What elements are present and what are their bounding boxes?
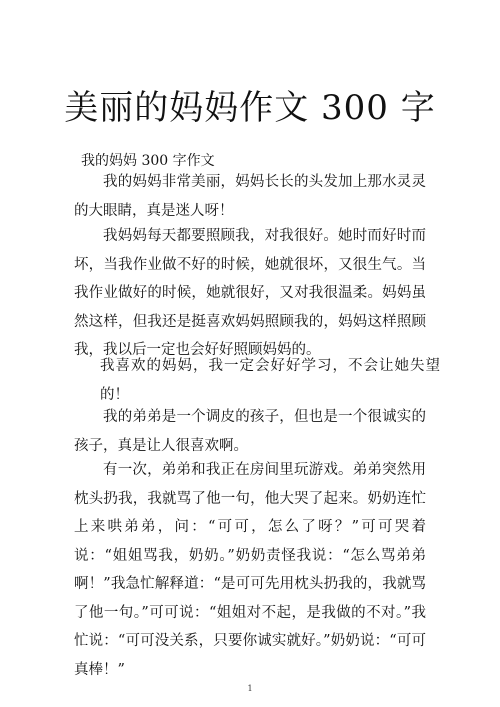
document-subtitle: 我的妈妈 300 字作文 (81, 153, 215, 169)
paragraph-2: 我妈妈每天都要照顾我，对我很好。她时而好时而坏，当我作业做不好的时候，她就很坏，又很生气。当我作业做好的时候，她就很好，又对我很温柔。妈妈虽然这样，但我还是挺喜欢妈妈照顾我的，妈妈这样照顾我，我以后一定也会好好照顾妈妈的。 (74, 228, 426, 358)
paragraph-4: 我的弟弟是一个调皮的孩子，但也是一个很诚实的孩子，真是让人很喜欢啊。 (74, 409, 426, 454)
paragraph-5: 有一次，弟弟和我正在房间里玩游戏。弟弟突然用枕头扔我，我就骂了他一句，他大哭了起来。奶奶连忙上来哄弟弟，问：“可可，怎么了呀？”可可哭着说：“姐姐骂我，奶奶。”奶奶责怪我说：“怎么骂弟弟啊！”我急忙解释道：“是可可先用枕头扔我的，我就骂了他一句。”可可说：“姐姐对不起，是我做的不对。”我忙说：“可可没关系，只要你诚实就好。”奶奶说：“可可真棒！” (74, 462, 426, 678)
page-number: 1 (247, 684, 253, 693)
paragraph-1: 我的妈妈非常美丽，妈妈长长的头发加上那水灵灵的大眼睛，真是迷人呀！ (74, 174, 426, 219)
document-title: 美丽的妈妈作文 300 字 (64, 88, 436, 128)
paragraph-3: 我喜欢的妈妈，我一定会好好学习，不会让她失望的！ (100, 358, 440, 403)
